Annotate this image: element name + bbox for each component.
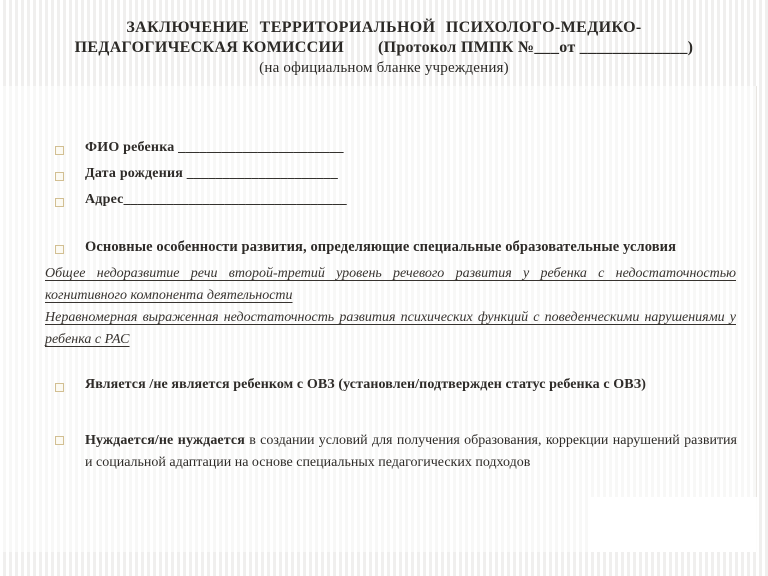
section-heading-features [45, 239, 737, 256]
bullet-square-icon [55, 383, 64, 392]
field-label: ФИО ребенка _______________________ [85, 140, 344, 155]
bullet-square-icon [55, 198, 64, 207]
field-birth-date [45, 166, 737, 182]
protocol-note: (Протокол ПМПК №___от _____________) [377, 39, 694, 56]
title-line-2 [0, 38, 768, 58]
title-commission: ПЕДАГОГИЧЕСКАЯ КОМИССИИ [74, 39, 344, 56]
ovz-status-text: Является /не является ребенком с ОВЗ (установлен/подтвержден статус ребенка с ОВЗ) [85, 377, 646, 392]
title-line-1: ЗАКЛЮЧЕНИЕ ТЕРРИТОРИАЛЬНОЙ ПСИХОЛОГО-МЕДИКО- [126, 19, 642, 36]
ovz-status-item [45, 377, 737, 393]
diagnosis-paragraph-2: Неравномерная выраженная недостаточность развития психических функций с поведенческими нарушениями у ребенка с РАС [45, 310, 736, 347]
placeholder-box [588, 497, 758, 552]
field-label: Адрес_______________________________ [85, 192, 347, 207]
bullet-square-icon [55, 172, 64, 181]
bullet-square-icon [55, 245, 64, 254]
field-address [45, 192, 737, 208]
document-title-block [0, 18, 768, 79]
section-heading-text: Основные особенности развития, определяющие специальные образовательные условия [85, 239, 677, 255]
field-child-name [45, 140, 737, 156]
needs-text [85, 430, 737, 474]
bullet-square-icon [55, 436, 64, 445]
needs-item [45, 430, 737, 474]
needs-lead-bold: Нуждается/не нуждается [85, 433, 245, 448]
bullet-square-icon [55, 146, 64, 155]
field-label: Дата рождения _____________________ [85, 166, 338, 181]
needs-rest: в создании условий для получения образования, коррекции нарушений развития и социальной адаптации на основе специальных педагогических подходов [85, 433, 737, 470]
title-subtitle: (на официальном бланке учреждения) [259, 60, 509, 76]
diagnosis-paragraph-1: Общее недоразвитие речи второй-третий уровень речевого развития у ребенка с недостаточностью когнитивного компонента деятельности [45, 266, 736, 303]
